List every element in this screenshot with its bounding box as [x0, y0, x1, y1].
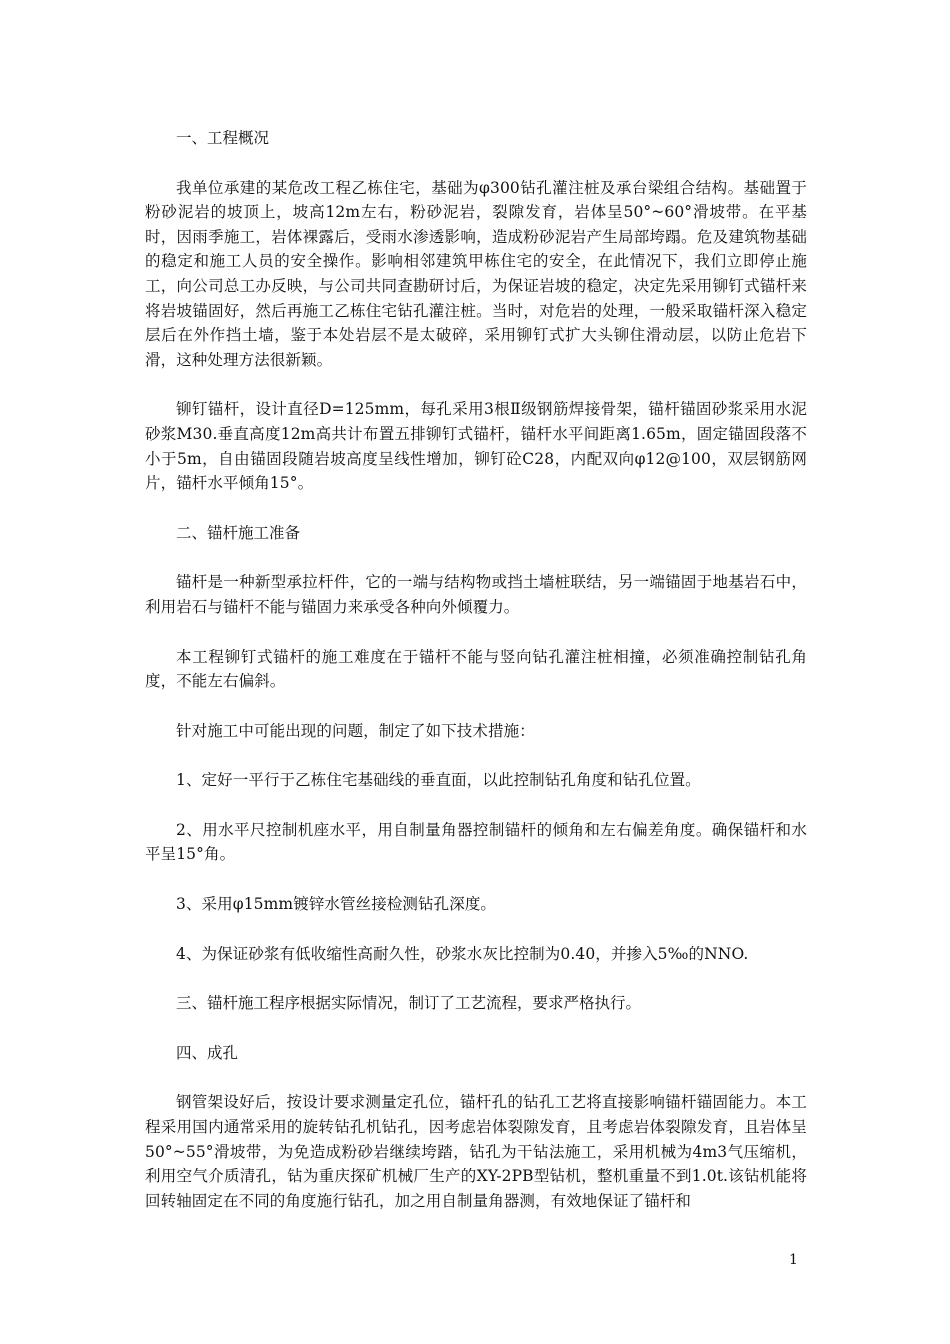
section-heading-overview: 一、工程概况	[176, 129, 270, 147]
paragraph-anchor-spec: 铆钉锚杆，设计直径D=125mm，每孔采用3根Ⅱ级钢筋焊接骨架，锚杆锚固砂浆采用水泥砂浆M30.垂直高度12m高共计布置五排铆钉式锚杆，锚杆水平间距离1.65m，固定锚固段落不小于5m，自由锚固段随岩坡高度呈线性增加，铆钉砼C28，内配双向φ12@100，双层钢筋网片，锚杆水平倾角15°。	[145, 400, 807, 493]
page-number: 1	[789, 1252, 798, 1268]
document-body	[145, 126, 807, 1238]
paragraph-anchor-definition: 锚杆是一种新型承拉杆件，它的一端与结构物或挡土墙桩联结，另一端锚固于地基岩石中，利用岩石与锚杆不能与锚固力来承受各种向外倾覆力。	[145, 573, 807, 616]
paragraph-measure-2: 2、用水平尺控制机座水平，用自制量角器控制锚杆的倾角和左右偏差角度。确保锚杆和水平呈15°角。	[145, 820, 807, 864]
paragraph-measures-intro: 针对施工中可能出现的问题，制定了如下技术措施：	[176, 721, 535, 740]
paragraph-measure-4: 4、为保证砂浆有低收缩性高耐久性，砂浆水灰比控制为0.40，并掺入5‰的NNO.	[176, 944, 749, 963]
section-heading-preparation: 二、锚杆施工准备	[176, 523, 301, 542]
paragraph-measure-1: 1、定好一平行于乙栋住宅基础线的垂直面，以此控制钻孔角度和钻孔位置。	[176, 771, 701, 790]
paragraph-project-intro: 我单位承建的某危改工程乙栋住宅，基础为φ300钻孔灌注桩及承台梁组合结构。基础置于粉砂泥岩的坡顶上，坡高12m左右，粉砂泥岩，裂隙发育，岩体呈50°~60°滑坡带。在平基时，因雨季施工，岩体裸露后，受雨水渗透影响，造成粉砂泥岩产生局部垮蹋。危及建筑物基础的稳定和施工人员的安全操作。影响相邻建筑甲栋住宅的安全，在此情况下，我们立即停止施工，向公司总工办反映，与公司共同查勘研讨后，为保证岩坡的稳定，决定先采用铆钉式锚杆来将岩坡锚固好，然后再施工乙栋住宅钻孔灌注桩。当时，对危岩的处理，一般采取锚杆深入稳定层后在外作挡土墙，鉴于本处岩层不是太破碎，采用铆钉式扩大头铆住滑动层，以防止危岩下滑，这种处理方法很新颖。	[145, 178, 807, 369]
paragraph-drilling: 钢管架设好后，按设计要求测量定孔位，锚杆孔的钻孔工艺将直接影响锚杆锚固能力。本工程采用国内通常采用的旋转钻孔机钻孔，因考虑岩体裂隙发育，且考虑岩体裂隙发育，且岩体呈50°~55°滑坡带，为免造成粉砂岩继续垮踏，钻孔为干钻法施工，采用机械为4m3气压缩机，利用空气介质清孔，钻为重庆探矿机械厂生产的XY-2PB型钻机，整机重量不到1.0t.该钻机能将回转轴固定在不同的角度施行钻孔，加之用自制量角器测，有效地保证了锚杆和	[145, 1093, 807, 1210]
section-heading-drilling: 四、成孔	[176, 1043, 239, 1062]
section-heading-procedure: 三、锚杆施工程序根据实际情况，制订了工艺流程，要求严格执行。	[176, 994, 642, 1013]
paragraph-measure-3: 3、采用φ15mm镀锌水管丝接检测钻孔深度。	[176, 895, 497, 914]
paragraph-difficulty: 本工程铆钉式锚杆的施工难度在于锚杆不能与竖向钻孔灌注桩相撞，必须准确控制钻孔角度，不能左右偏斜。	[145, 647, 807, 691]
